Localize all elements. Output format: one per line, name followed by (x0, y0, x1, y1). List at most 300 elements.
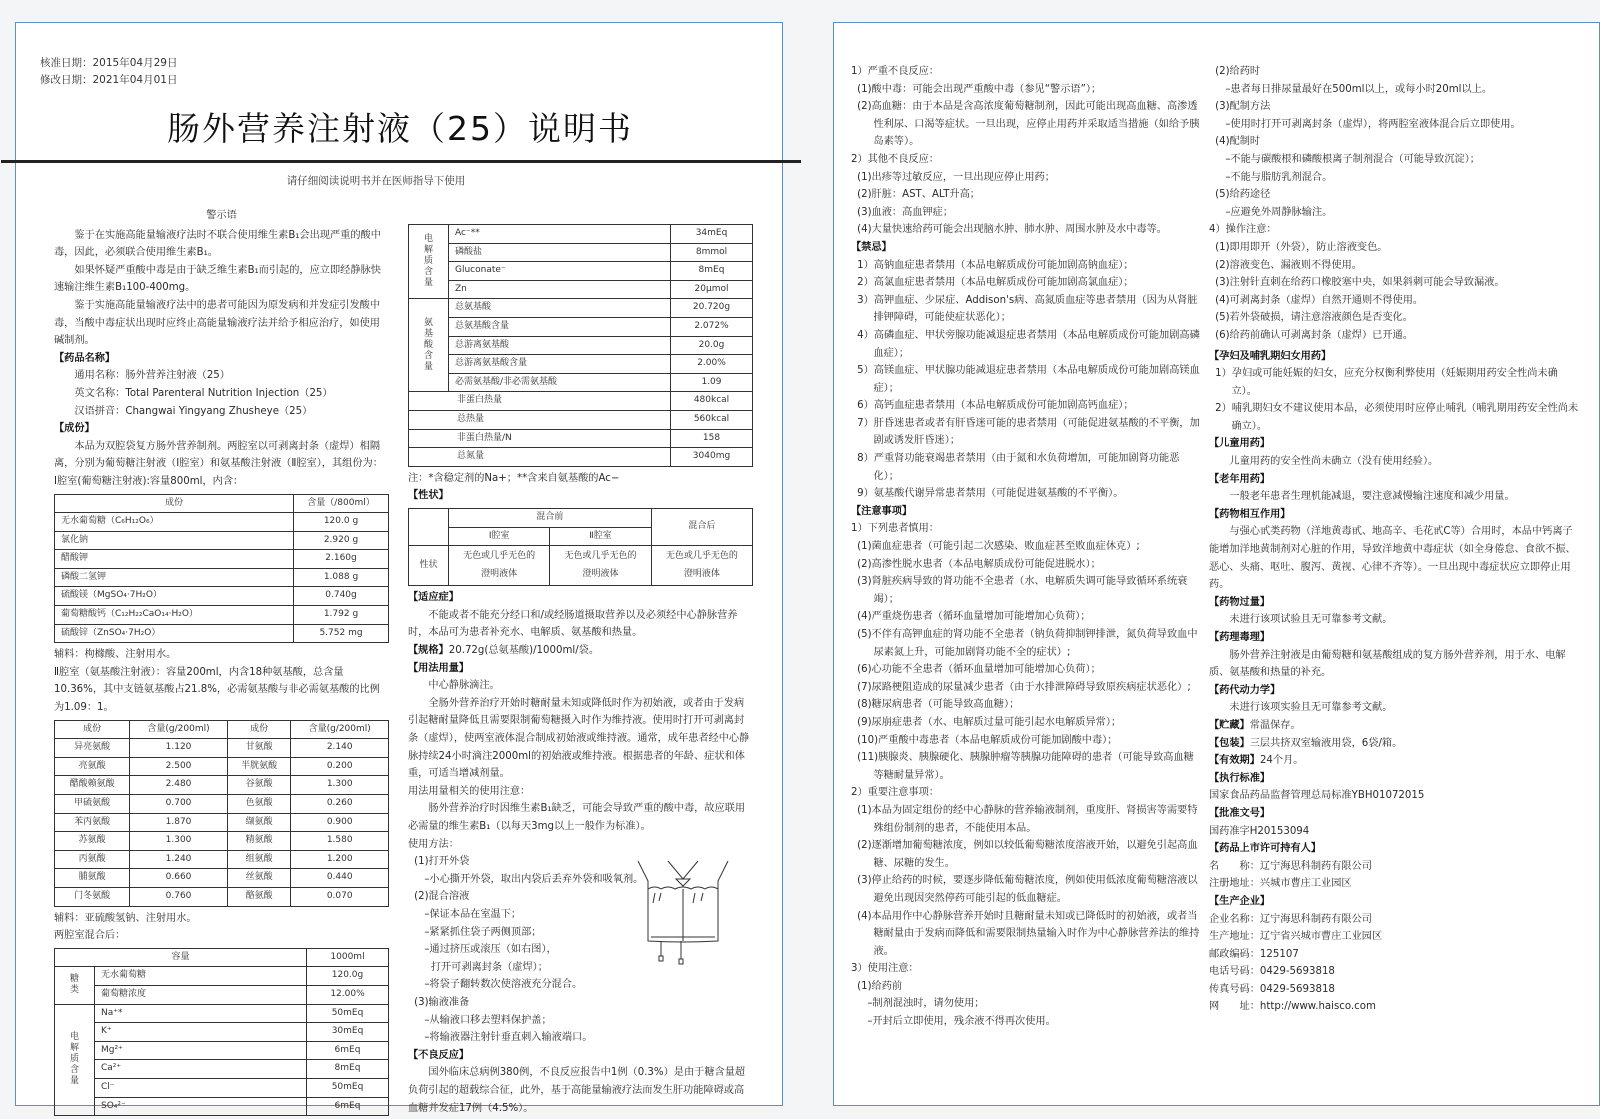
ingredient: 硫酸锌（ZnSO₄·7H₂O） (55, 624, 294, 643)
chamber2-rows (55, 739, 389, 906)
amount: 2.480 (130, 776, 228, 795)
item-value: 50mEq (307, 1004, 389, 1023)
contraindications-heading: 【禁忌】 (851, 241, 892, 253)
list-item: 1）孕妇或可能妊娠的妇女，应充分权衡利弊使用（妊娠期用药安全性尚未确立）。 (1215, 368, 1558, 397)
table-row (55, 531, 389, 550)
table-row (409, 410, 753, 429)
table-row (409, 317, 753, 336)
amount: 120.0 g (294, 513, 389, 532)
usage-item: –患者每日排尿量最好在500ml以上，或每小时20ml以上。 (1225, 83, 1493, 95)
usage-item: –不能与碳酸根和磷酸根离子制剂混合（可能导致沉淀）； (1225, 153, 1480, 165)
dosage-heading: 【用法用量】 (408, 662, 470, 674)
group-label (409, 299, 449, 392)
table-row (55, 624, 389, 643)
dosage-paragraph: 全肠外营养治疗开始时糖耐量未知或降低时作为初始液，或者由于发病引起糖耐量降低且需要限制葡萄糖摄入时作为维持液。使用时打开可剥离封条（虚焊），使两室液体混合制成初始液或维持液。通常，成年患者经中心静脉持续24小时滴注2000ml的初始液或维持液。根据患者的年龄、症状和体重，可适当增减剂量。 (408, 697, 750, 780)
page2-column2 (1209, 63, 1579, 1016)
item-value: 8mmol (671, 243, 753, 262)
list-item: (3)注射针直刺在给药口橡胶塞中央，如果斜刺可能会导致漏液。 (1215, 277, 1505, 289)
storage-line (1209, 717, 1579, 735)
dates-block (40, 55, 177, 89)
item-value: 158 (671, 429, 753, 448)
amino-acid: 苯丙氨酸 (55, 813, 130, 832)
amount: 0.660 (130, 869, 228, 888)
group-label-char: 质 (423, 256, 433, 267)
item-value: 20.0g (671, 336, 753, 355)
holder-address: 注册地址：兴城市曹庄工业园区 (1209, 878, 1352, 890)
adverse-heading: 【不良反应】 (408, 1049, 470, 1061)
amino-acid: 酪氨酸 (227, 887, 291, 906)
manufacturer-name: 企业名称：辽宁海思科制药有限公司 (1209, 913, 1372, 925)
item-name: 总热量 (409, 410, 671, 429)
table-row (409, 262, 753, 281)
title-divider (1, 160, 801, 163)
group-label-char: 氨 (423, 317, 433, 328)
approval-number: 国药准字H20153094 (1209, 825, 1310, 837)
manufacturer-website[interactable]: 网 址：http://www.haisco.com (1209, 1001, 1376, 1013)
amount: 0.440 (291, 869, 389, 888)
ingredient: 醋酸钾 (55, 550, 294, 569)
table-row (409, 448, 753, 467)
list-item: (4)严重烧伤患者（循环血量增加可能增加心负荷）； (857, 611, 1091, 623)
usage-item: –制剂混浊时，请勿使用； (867, 998, 985, 1010)
step-item: –从输液口移去塑料保护盖； (424, 1014, 552, 1026)
mixed-table (54, 948, 389, 1116)
table-row (55, 1004, 389, 1023)
table-row (55, 967, 389, 986)
amount: 1.792 g (294, 606, 389, 625)
amino-acid: 脯氨酸 (55, 869, 130, 888)
usage-title: (2)给药时 (1215, 66, 1261, 77)
list-item: 6）高钙血症患者禁用（本品电解质成份可能加剧高钙血症）； (857, 400, 1134, 412)
package-heading: 【包装】 (1209, 737, 1250, 749)
amount: 1.870 (130, 813, 228, 832)
list-item: (4)本品用作中心静脉营养开始时且糖耐量未知或已降低时的初始液，或者当糖耐量由于发病而降低和需要限制热量输入时作为中心静脉营养法的维持液。 (857, 910, 1200, 957)
usage-title: (3)配制方法 (1215, 101, 1271, 113)
warning-paragraph: 如果怀疑严重酸中毒是由于缺乏维生素B₁而引起的，应立即经静脉快速输注维生素B₁100-400mg。 (54, 264, 381, 294)
chamber1-header: Ⅰ腔室 (449, 527, 550, 546)
list-item: 2）哺乳期妇女不建议使用本品，必须使用时应停止哺乳（哺乳期用药安全性尚未确立）。 (1215, 403, 1579, 432)
list-item: (2)高血糖：由于本品是含高浓度葡萄糖制剂，因此可能出现高血糖、高渗透性利尿、口渴等症状。一旦出现，应停止用药并采取适当措施（如给予胰岛素等）。 (857, 101, 1200, 148)
generic-name: 通用名称：肠外营养注射液（25） (74, 370, 230, 382)
item-value: 3040mg (671, 448, 753, 467)
item-value: 6mEq (307, 1041, 389, 1060)
amount: 0.900 (291, 813, 389, 832)
english-name: 英文名称：Total Parenteral Nutrition Injection（25） (74, 387, 333, 399)
list-item: (6)给药前确认可剥离封条（虚焊）已开通。 (1215, 329, 1413, 341)
table-row (55, 832, 389, 851)
mixed-label: 两腔室混合后： (54, 930, 126, 942)
amount: 0.700 (130, 795, 228, 814)
storage-heading: 【贮藏】 (1209, 719, 1250, 731)
chamber2-label: Ⅱ腔室（氨基酸注射液）：容量200ml，内含18种氨基酸，总含量10.36%，其中支链氨基酸占21.8%，必需氨基酸与非必需氨基酸的比例为1.09：1。 (54, 666, 380, 714)
amount: 1.120 (130, 739, 228, 758)
group-label-char: 解 (423, 245, 433, 256)
pediatric-text: 儿童用药的安全性尚未确立（没有使用经验）。 (1229, 456, 1439, 468)
leaflet-page-1 (15, 22, 783, 1114)
other-label: 2）其他不良反应： (851, 153, 939, 165)
operation-label: 4）操作注意： (1209, 224, 1277, 236)
amount: 1.300 (291, 776, 389, 795)
list-item: (3)血液：高血钾症； (857, 206, 954, 218)
warning-paragraph: 鉴于实施高能量输液疗法中的患者可能因为原发病和并发症引发酸中毒，当酸中毒症状出现时应终止高能量输液疗法并给予相应治疗，如使用碱制剂。 (54, 299, 381, 347)
group-label-char: 含 (423, 267, 433, 278)
page1-column2 (408, 221, 753, 1117)
table-header: 成份 (227, 720, 291, 739)
item-value: 30mEq (307, 1023, 389, 1042)
amount: 1.580 (291, 832, 389, 851)
operation-list (1209, 239, 1579, 345)
step-item: –将袋子翻转数次使溶液充分混合。 (424, 979, 583, 991)
spec-heading: 【规格】 (408, 645, 449, 657)
caution-label: 1）下列患者慎用： (851, 523, 939, 535)
dosage-related-label: 用法用量相关的使用注意： (408, 785, 531, 797)
chamber1-excipients: 辅料：枸橼酸、注射用水。 (54, 649, 177, 661)
holder-name: 名 称：辽宁海思科制药有限公司 (1209, 860, 1372, 872)
step-item: –将输液器注射针垂直刺入输液端口。 (424, 1032, 593, 1044)
amino-acid: 色氨酸 (227, 795, 291, 814)
table-header: 成份 (55, 720, 130, 739)
validity-text: 24个月。 (1259, 755, 1304, 767)
group-label-char: 电 (423, 234, 433, 245)
item-name: Cl⁻ (95, 1078, 307, 1097)
list-item: (2)肝脏：AST、ALT升高； (857, 189, 980, 201)
step-title: (1)打开外袋 (414, 856, 470, 868)
ingredient: 磷酸二氢钾 (55, 568, 294, 587)
list-item: (10)严重酸中毒患者（本品电解质成份可能加剧酸中毒）； (857, 734, 1118, 746)
amino-acid: 醋酸赖氨酸 (55, 776, 130, 795)
interactions-text: 与强心甙类药物（洋地黄毒甙、地高辛、毛花甙C等）合用时，本品中钙离子能增加洋地黄制剂对心脏的作用，导致洋地黄中毒症状（如全身倦怠、食欲不振、恶心、头痛、呕吐、腹泻、黄视、心律不齐等）。一旦出现中毒症状应立即停止用药。 (1209, 526, 1576, 591)
amino-acid: 甲硫氨酸 (55, 795, 130, 814)
precautions-heading: 【注意事项】 (851, 505, 913, 517)
list-item: 5）高镁血症、甲状腺功能减退症患者禁用（本品电解质成份可能加剧高镁血症）； (857, 365, 1200, 394)
table-row (409, 429, 753, 448)
amino-acid: 门冬氨酸 (55, 887, 130, 906)
chamber2-header: Ⅱ腔室 (550, 527, 651, 546)
list-item: 9）氨基酸代谢异常患者禁用（可能促进氨基酸的不平衡）。 (857, 488, 1124, 500)
manufacturer-postcode: 邮政编码：125107 (1209, 948, 1299, 960)
table-row (55, 550, 389, 569)
important-list (851, 802, 1201, 960)
mixed-table-continued (408, 224, 753, 467)
manufacturer-heading: 【生产企业】 (1209, 895, 1271, 907)
step-item: –紧紧抓住袋子两侧顶部； (424, 926, 542, 938)
amino-acid: 苏氨酸 (55, 832, 130, 851)
table-row (55, 869, 389, 888)
table-row (409, 225, 753, 244)
item-name: Na⁺* (95, 1004, 307, 1023)
chamber2-excipients: 辅料：亚硫酸氢钠、注射用水。 (54, 912, 197, 924)
item-name: Ac⁻** (449, 225, 671, 244)
item-value: 1.09 (671, 373, 753, 392)
item-name: Gluconate⁻ (449, 262, 671, 281)
overdose-text: 未进行该项试验且无可靠参考文献。 (1229, 614, 1393, 626)
mixed-rows-continued (409, 225, 753, 467)
drug-name-heading: 【药品名称】 (54, 352, 116, 364)
item-value: 6mEq (307, 1097, 389, 1116)
usage-item: –应避免外周静脉输注。 (1225, 206, 1333, 218)
table-row (55, 513, 389, 532)
approval-date: 核准日期：2015年04月29日 (40, 57, 178, 69)
leaflet-page-2 (833, 22, 1600, 1106)
group-label-char: 质 (69, 1054, 79, 1065)
item-name: 非蛋白热量/N (409, 429, 671, 448)
item-value: 480kcal (671, 392, 753, 411)
list-item: 1）高钠血症患者禁用（本品电解质成份可能加剧高钠血症）； (857, 259, 1134, 271)
revision-date: 修改日期：2021年04月01日 (40, 74, 178, 86)
table-row (409, 280, 753, 299)
list-item: (8)糖尿病患者（可能导致高血糖）； (857, 699, 1020, 711)
amount: 0.260 (291, 795, 389, 814)
group-label-char: 量 (69, 1076, 79, 1087)
item-value: 120.0g (307, 967, 389, 986)
item-name: K⁺ (95, 1023, 307, 1042)
amount: 0.200 (291, 757, 389, 776)
amino-acid: 异亮氨酸 (55, 739, 130, 758)
spec-line (408, 642, 753, 660)
item-name: 无水葡萄糖 (95, 967, 307, 986)
table-row (55, 1060, 389, 1079)
pinyin-name: 汉语拼音：Changwai Yingyang Zhusheye（25） (74, 405, 313, 417)
item-value: 560kcal (671, 410, 753, 429)
properties-heading: 【性状】 (408, 490, 449, 502)
list-item: (3)肾脏疾病导致的肾功能不全患者（水、电解质失调可能导致循环系统衰竭）； (857, 576, 1188, 605)
spec-text: 20.72g(总氨基酸)/1000ml/袋。 (448, 645, 600, 657)
contraindications-list (851, 257, 1201, 503)
list-item: (11)胰腺炎、胰腺硬化、胰腺肿瘤等胰腺功能障碍的患者（可能导致高血糖等糖耐量异常）。 (857, 752, 1194, 781)
list-item: (4)可剥离封条（虚焊）自然开通则不得使用。 (1215, 294, 1424, 306)
usage-item: –使用时打开可剥离封条（虚焊），将两腔室液体混合后立即使用。 (1225, 118, 1521, 130)
standard-heading: 【执行标准】 (1209, 772, 1271, 784)
table-header: 含量(g/200ml) (130, 720, 228, 739)
table-row (55, 795, 389, 814)
item-name: Zn (449, 280, 671, 299)
step-item: –通过挤压或滚压（如右图）， (424, 944, 557, 956)
appearance-value: 无色或几乎无色的澄明液体 (651, 546, 752, 586)
table-row (409, 243, 753, 262)
table-row (55, 606, 389, 625)
amount: 1.088 g (294, 568, 389, 587)
item-name: SO₄²⁻ (95, 1097, 307, 1116)
table-row (55, 776, 389, 795)
amino-acid: 丙氨酸 (55, 850, 130, 869)
amount: 1.300 (130, 832, 228, 851)
standard-text: 国家食品药品监督管理总局标准YBH01072015 (1209, 790, 1425, 802)
table-header: 含量（/800ml） (294, 494, 389, 513)
amount: 1.240 (130, 850, 228, 869)
ingredient: 氯化钠 (55, 531, 294, 550)
list-item: 7）肝昏迷患者或者有肝昏迷可能的患者禁用（可能促进氨基酸的不平衡，加剧或诱发肝昏迷）； (857, 417, 1200, 447)
toxicology-text: 肠外营养注射液是由葡萄糖和氨基酸组成的复方肠外营养剂，用于水、电解质、氨基酸和热量的补充。 (1209, 649, 1566, 679)
item-name: Mg²⁺ (95, 1041, 307, 1060)
item-value: 34mEq (671, 225, 753, 244)
table-row (55, 568, 389, 587)
group-label-char: 量 (423, 361, 433, 372)
page1-column1 (54, 201, 389, 1119)
method-label: 使用方法： (408, 838, 459, 850)
table-header: 1000ml (307, 948, 389, 967)
amount: 0.740g (294, 587, 389, 606)
item-name: 葡萄糖浓度 (95, 985, 307, 1004)
table-row (55, 1078, 389, 1097)
list-item: 4）高磷血症、甲状旁腺功能减退症患者禁用（本品电解质成份可能加剧高磷血症）； (857, 329, 1200, 359)
item-value: 20.720g (671, 299, 753, 318)
amount: 2.500 (130, 757, 228, 776)
validity-line (1209, 752, 1579, 770)
item-value: 8mEq (671, 262, 753, 281)
group-label (409, 225, 449, 299)
table-row (55, 1023, 389, 1042)
list-item: (2)高渗性脱水患者（本品电解质成份可能促进脱水）； (857, 558, 1101, 570)
page2-column1 (851, 63, 1201, 1031)
group-label-char: 量 (423, 278, 433, 289)
list-item: 2）高氯血症患者禁用（本品电解质成份可能加剧高氯血症）； (857, 277, 1134, 289)
list-item: (1)出疹等过敏反应，一旦出现应停止用药； (857, 171, 1055, 183)
list-item: (6)心功能不全患者（循环血量增加可能增加心负荷）； (857, 664, 1101, 676)
indications-text: 不能或者不能充分经口和/或经肠道摄取营养以及必须经中心静脉营养时，本品可为患者补充水、电解质、氨基酸和热量。 (408, 609, 738, 639)
step-item: –保证本品在室温下； (424, 908, 522, 920)
group-label (55, 1004, 95, 1116)
item-name: 总氨基酸含量 (449, 317, 671, 336)
usage-item: –开封后立即使用，残余液不得再次使用。 (867, 1016, 1056, 1028)
list-item: (9)尿崩症患者（水、电解质过量可能引起水电解质异常）； (857, 716, 1122, 728)
pharmacokinetics-heading: 【药代动力学】 (1209, 684, 1281, 696)
validity-heading: 【有效期】 (1209, 755, 1260, 767)
dosage-route: 中心静脉滴注。 (428, 680, 500, 692)
list-item: (2)溶液变色、漏液则不得使用。 (1215, 259, 1362, 271)
list-item: 8）严重肾功能衰竭患者禁用（由于氮和水负荷增加，可能加剧肾功能恶化）； (857, 453, 1180, 482)
table-row (409, 373, 753, 392)
pharmacokinetics-text: 未进行该项实验且无可靠参考文献。 (1229, 702, 1393, 714)
list-item: (5)若外袋破损，请注意溶液颜色是否变化。 (1215, 312, 1413, 324)
composition-intro: 本品为双腔袋复方肠外营养制剂。两腔室以可剥离封条（虚焊）相隔离，分别为葡萄糖注射液（Ⅰ腔室）和氨基酸注射液（Ⅱ腔室），其组份为： (54, 440, 383, 470)
item-name: 总游离氨基酸含量 (449, 355, 671, 374)
table-row (55, 1041, 389, 1060)
list-item: (5)不伴有高钾血症的肾功能不全患者（钠负荷抑制钾排泄，氮负荷导致血中尿素氮上升，可能加剧肾功能不全的症状）; (857, 629, 1198, 658)
table-row (409, 546, 753, 586)
item-value: 2.072% (671, 317, 753, 336)
amino-acid: 缬氨酸 (227, 813, 291, 832)
table-row (55, 985, 389, 1004)
table-row (55, 813, 389, 832)
list-item: (1)本品为固定组份的经中心静脉的营养输液制剂，重度肝、肾损害等需要特殊组份制剂的患者，不能使用本品。 (857, 804, 1198, 834)
usage-title: (4)配制时 (1215, 136, 1261, 148)
group-label-char: 含 (423, 350, 433, 361)
package-text: 三层共挤双室输液用袋，6袋/箱。 (1249, 737, 1403, 749)
indications-heading: 【适应症】 (408, 592, 459, 604)
table-row (409, 355, 753, 374)
caution-list (851, 538, 1201, 784)
warning-heading: 警示语 (206, 210, 237, 221)
group-label-char: 酸 (423, 339, 433, 350)
bag-mixing-illustration (633, 861, 733, 971)
table-row (409, 336, 753, 355)
group-label-char: 解 (69, 1043, 79, 1054)
list-item: (7)尿路梗阻造成的尿量减少患者（由于水排泄障碍导致原疾病症状恶化）; (857, 681, 1191, 693)
serious-label: 1）严重不良反应： (851, 66, 939, 77)
list-item: 3）高钾血症、少尿症、Addison's病、高氮质血症等患者禁用（因为从肾脏排钾障碍，可能使症状恶化）； (857, 294, 1198, 324)
item-value: 2.00% (671, 355, 753, 374)
table-header: 成份 (55, 494, 294, 513)
manufacturer-fax: 传真号码：0429-5693818 (1209, 983, 1335, 995)
holder-heading: 【药品上市许可持有人】 (1209, 843, 1322, 855)
list-item: (1)即用即开（外袋），防止溶液变色。 (1215, 241, 1388, 253)
amino-acid: 谷氨酸 (227, 776, 291, 795)
chamber1-label: Ⅰ腔室(葡萄糖注射液):容量800ml，内含： (54, 475, 244, 487)
amount: 0.070 (291, 887, 389, 906)
interactions-heading: 【药物相互作用】 (1209, 508, 1291, 520)
row-label: 性状 (409, 546, 449, 586)
geriatric-text: 一般老年患者生理机能减退，要注意减慢输注速度和减少用量。 (1229, 491, 1515, 503)
appearance-value: 无色或几乎无色的澄明液体 (550, 546, 651, 586)
approval-heading: 【批准文号】 (1209, 807, 1271, 819)
table-row (409, 392, 753, 411)
item-name: 磷酸盐 (449, 243, 671, 262)
before-mix-header: 混合前 (449, 508, 652, 527)
step-item: 打开可剥离封条（虚焊）； (424, 961, 548, 973)
item-name: 非蛋白热量 (409, 392, 671, 411)
overdose-heading: 【药物过量】 (1209, 596, 1271, 608)
amino-acid: 亮氨酸 (55, 757, 130, 776)
properties-table (408, 508, 753, 586)
table-row (55, 850, 389, 869)
usage-label: 3）使用注意： (851, 963, 919, 975)
group-label-char: 类 (69, 985, 79, 996)
pediatric-heading: 【儿童用药】 (1209, 438, 1271, 450)
table-row (55, 887, 389, 906)
pregnancy-heading: 【孕妇及哺乳期妇女用药】 (1209, 350, 1332, 362)
amino-acid: 甘氨酸 (227, 739, 291, 758)
item-value: 50mEq (307, 1078, 389, 1097)
list-item: (1)菌血症患者（可能引起二次感染、败血症甚至败血症休克）; (857, 541, 1140, 553)
storage-text: 常温保存。 (1249, 719, 1301, 731)
amount: 2.140 (291, 739, 389, 758)
usage-notice: 请仔细阅读说明书并在医师指导下使用 (286, 175, 466, 187)
usage-title: (5)给药途径 (1215, 189, 1271, 201)
usage-item: –不能与脂肪乳剂混合。 (1225, 171, 1333, 183)
amount: 1.200 (291, 850, 389, 869)
document-title: 肠外营养注射液（25）说明书 (167, 109, 633, 148)
item-name: 总游离氨基酸 (449, 336, 671, 355)
group-label-char: 基 (423, 328, 433, 339)
item-value: 20μmol (671, 280, 753, 299)
package-line (1209, 735, 1579, 753)
amount: 2.160g (294, 550, 389, 569)
list-item: (4)大量快速给药可能会出现脑水肿、肺水肿、周围水肿及水中毒等。 (857, 224, 1167, 236)
group-label-char: 糖 (69, 974, 79, 985)
after-mix-header: 混合后 (651, 508, 752, 545)
manufacturer-phone: 电话号码：0429-5693818 (1209, 966, 1335, 978)
table-header: 容量 (55, 948, 307, 967)
chamber1-table (54, 494, 389, 644)
table-row (55, 1097, 389, 1116)
list-item: (1)酸中毒：可能会出现严重酸中毒（参见“警示语”）； (857, 83, 1102, 95)
toxicology-heading: 【药理毒理】 (1209, 632, 1271, 643)
mixed-rows (55, 967, 389, 1116)
group-label-char: 含 (69, 1065, 79, 1076)
table-row (55, 587, 389, 606)
ingredient: 硫酸镁（MgSO₄·7H₂O） (55, 587, 294, 606)
appearance-value: 无色或几乎无色的澄明液体 (449, 546, 550, 586)
ingredient: 葡萄糖酸钙（C₁₂H₂₂CaO₁₄·H₂O） (55, 606, 294, 625)
table-row (55, 757, 389, 776)
step-title: (3)输液准备 (414, 996, 470, 1008)
amino-acid: 组氨酸 (227, 850, 291, 869)
manufacturer-address: 生产地址：辽宁省兴城市曹庄工业园区 (1209, 931, 1383, 943)
adverse-intro: 国外临床总病例380例，不良反应报告中1例（0.3%）是由于糖含量超负荷引起的超载综合征，此外，基于高能量输液疗法而发生肝功能障碍或高血糖并发症17例（4.5%）。 (408, 1067, 746, 1114)
chamber2-table (54, 720, 389, 907)
mixed-table-note: 注：*含稳定剂的Na+；**含来自氨基酸的Ac− (408, 472, 620, 484)
amino-acid: 精氨酸 (227, 832, 291, 851)
